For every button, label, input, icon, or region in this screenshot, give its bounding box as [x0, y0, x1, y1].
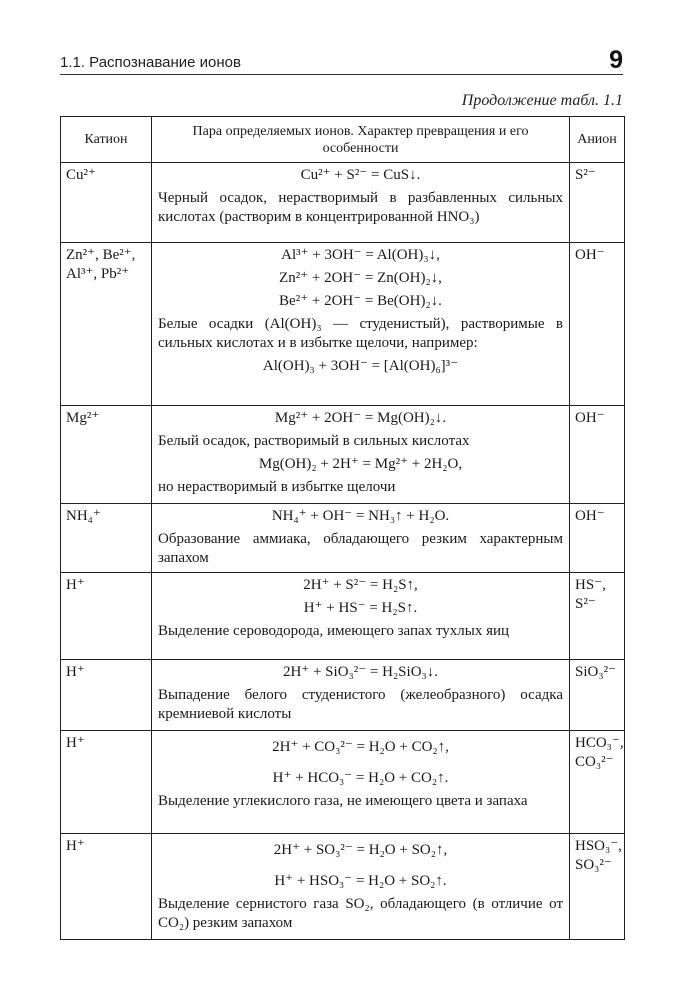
formula: Al³⁺ + 3OH⁻ = Al(OH)₃↓,	[281, 247, 440, 263]
cation-cell: Cu²⁺	[61, 163, 152, 243]
table-row	[61, 573, 625, 660]
description: Выделение сернистого газа SO₂, обладающего (в отличие от CO₂) резким запахом	[158, 896, 563, 931]
page-header	[60, 46, 623, 76]
header-cation: Катион	[61, 117, 152, 163]
formula: Cu²⁺ + S²⁻ = CuS↓.	[300, 167, 421, 183]
cation-cell: Mg²⁺	[61, 406, 152, 504]
table-row	[61, 406, 625, 504]
description: но нерастворимый в избытке щелочи	[158, 479, 396, 495]
formula: Zn²⁺ + 2OH⁻ = Zn(OH)₂↓,	[279, 270, 442, 286]
reaction-cell	[152, 660, 570, 731]
reaction-cell	[152, 573, 570, 660]
formula: 2H⁺ + S²⁻ = H₂S↑,	[303, 577, 418, 593]
table-row	[61, 243, 625, 406]
anion-cell: OH⁻	[570, 406, 625, 504]
cation-cell: NH₄⁺	[61, 504, 152, 573]
table-header-row	[61, 117, 625, 163]
formula: Be²⁺ + 2OH⁻ = Be(OH)₂↓.	[279, 293, 442, 309]
ion-table	[60, 116, 625, 940]
description: Белый осадок, растворимый в сильных кислотах	[158, 433, 470, 449]
section-title: 1.1. Распознавание ионов	[60, 54, 241, 71]
cation-cell: H⁺	[61, 731, 152, 834]
description: Белые осадки (Al(OH)₃ — студенистый), растворимые в сильных кислотах и в избытке щелочи, например:	[158, 316, 563, 351]
header-rule	[60, 74, 623, 75]
reaction-cell	[152, 243, 570, 406]
header-description: Пара определяемых ионов. Характер превращения и его особенности	[152, 117, 570, 163]
anion-cell: OH⁻	[570, 243, 625, 406]
table-row	[61, 731, 625, 834]
description: Выделение углекислого газа, не имеющего цвета и запаха	[158, 793, 528, 809]
formula: Mg²⁺ + 2OH⁻ = Mg(OH)₂↓.	[274, 410, 447, 426]
table-row	[61, 660, 625, 731]
reaction-cell	[152, 163, 570, 243]
anion-cell: HSO₃⁻, SO₃²⁻	[570, 834, 625, 940]
formula: Mg(OH)₂ + 2H⁺ = Mg²⁺ + 2H₂O,	[258, 456, 463, 472]
description: Образование аммиака, обладающего резким характерным запахом	[158, 531, 563, 566]
description: Выпадение белого студенистого (желеобразного) осадка кремниевой кислоты	[158, 687, 563, 722]
header-anion: Анион	[570, 117, 625, 163]
table-row	[61, 163, 625, 243]
description: Выделение сероводорода, имеющего запах тухлых яиц	[158, 623, 510, 639]
page-number: 9	[609, 46, 623, 74]
table-row	[61, 504, 625, 573]
reaction-cell	[152, 406, 570, 504]
reaction-cell	[152, 504, 570, 573]
anion-cell: OH⁻	[570, 504, 625, 573]
anion-cell: SiO₃²⁻	[570, 660, 625, 731]
cation-cell: H⁺	[61, 573, 152, 660]
formula: 2H⁺ + SiO₃²⁻ = H₂SiO₃↓.	[282, 664, 439, 680]
anion-cell: HS⁻, S²⁻	[570, 573, 625, 660]
cation-cell: Zn²⁺, Be²⁺, Al³⁺, Pb²⁺	[61, 243, 152, 406]
formula: H⁺ + HCO₃⁻ = H₂O + CO₂↑.	[272, 770, 449, 786]
cation-cell: H⁺	[61, 834, 152, 940]
reaction-cell	[152, 731, 570, 834]
formula: Al(OH)₃ + 3OH⁻ = [Al(OH)₆]³⁻	[262, 358, 459, 374]
table-caption: Продолжение табл. 1.1	[461, 92, 623, 109]
formula: NH₄⁺ + OH⁻ = NH₃↑ + H₂O.	[271, 508, 450, 524]
anion-cell: S²⁻	[570, 163, 625, 243]
formula: 2H⁺ + SO₃²⁻ = H₂O + SO₂↑,	[273, 842, 448, 858]
reaction-cell	[152, 834, 570, 940]
anion-cell: HCO₃⁻, CO₃²⁻	[570, 731, 625, 834]
formula: H⁺ + HSO₃⁻ = H₂O + SO₂↑.	[274, 873, 447, 889]
cation-cell: H⁺	[61, 660, 152, 731]
table-row	[61, 834, 625, 940]
formula: H⁺ + HS⁻ = H₂S↑.	[303, 600, 418, 616]
description: Черный осадок, нерастворимый в разбавленных сильных кислотах (растворим в концентрированной HNO₃)	[158, 190, 563, 225]
formula: 2H⁺ + CO₃²⁻ = H₂O + CO₂↑,	[272, 739, 449, 755]
